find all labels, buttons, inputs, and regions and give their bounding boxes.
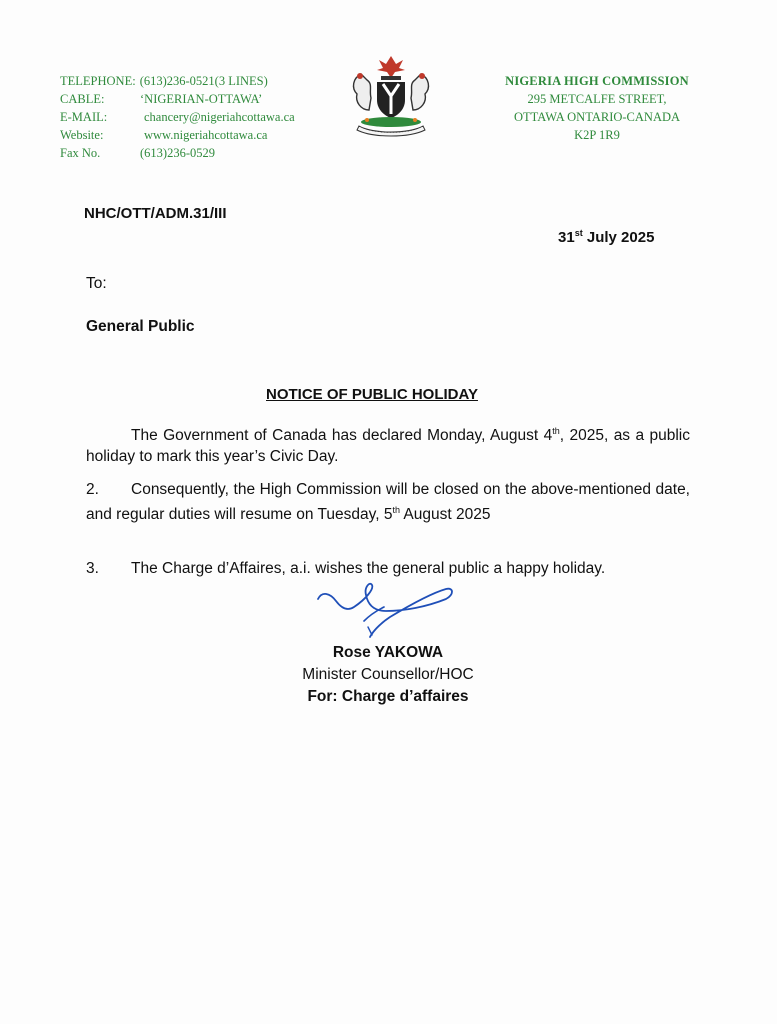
fax-row: [60, 144, 295, 162]
nigeria-coat-of-arms-icon: [347, 54, 435, 138]
mission-name: NIGERIA HIGH COMMISSION: [505, 74, 689, 88]
website-label: Website:: [60, 128, 104, 142]
date-day: 31: [558, 229, 575, 246]
signatory-name: Rose YAKOWA: [332, 644, 444, 661]
date-suffix: st: [574, 228, 583, 238]
address-line-1: 295 METCALFE STREET,: [527, 92, 667, 106]
paragraph-2-text-b: August 2025: [399, 506, 491, 524]
signatory-title: Minister Counsellor/HOC: [302, 666, 474, 683]
cable-value: ‘NIGERIAN-OTTAWA’: [140, 92, 263, 106]
cable-label: CABLE:: [60, 92, 105, 106]
telephone-label: TELEPHONE:: [60, 74, 136, 88]
cable-row: [60, 90, 295, 108]
paragraph-1: [86, 421, 690, 467]
to-label: To:: [86, 275, 107, 292]
signature-block: [268, 642, 508, 708]
paragraph-3-text: The Charge d’Affaires, a.i. wishes the general public a happy holiday.: [131, 560, 606, 577]
paragraph-1-text-a: The Government of Canada has declared Monday, August 4: [131, 427, 553, 445]
paragraph-2-text-a: Consequently, the High Commission will be closed on the above-mentioned date, and regular duties will resume on Tuesday, 5: [86, 481, 690, 524]
paragraph-3: [86, 558, 690, 579]
address-line-2: OTTAWA ONTARIO-CANADA: [513, 110, 681, 124]
website-value: www.nigeriahcottawa.ca: [144, 128, 268, 142]
fax-label: Fax No.: [60, 146, 101, 160]
paragraph-1-sup: th: [552, 426, 560, 436]
paragraph-2-sup: th: [392, 505, 400, 515]
paragraph-2-number: 2.: [86, 481, 99, 498]
website-row: [60, 126, 295, 144]
letterhead-address: [490, 72, 704, 144]
paragraph-1-text-b: , 2025, as a public holiday to mark this year’s Civic Day.: [86, 427, 690, 466]
addressee: General Public: [86, 318, 195, 335]
letterhead-contact: [60, 72, 295, 162]
email-value: chancery@nigeriahcottawa.ca: [144, 110, 295, 124]
address-line-3: K2P 1R9: [574, 128, 620, 142]
paragraph-2: [86, 479, 690, 525]
email-label: E-MAIL:: [60, 110, 108, 124]
letter-date: [558, 228, 654, 246]
paragraph-3-number: 3.: [86, 560, 99, 577]
telephone-value: (613)236-0521(3 LINES): [139, 74, 268, 88]
reference-number: NHC/OTT/ADM.31/III: [84, 205, 227, 222]
date-month-year: July 2025: [582, 229, 655, 246]
signatory-on-behalf: For: Charge d’affaires: [307, 688, 469, 705]
telephone-row: [60, 72, 295, 90]
handwritten-signature-icon: [314, 577, 456, 639]
fax-value: (613)236-0529: [140, 146, 215, 160]
notice-heading: NOTICE OF PUBLIC HOLIDAY: [266, 386, 478, 403]
email-row: [60, 108, 295, 126]
